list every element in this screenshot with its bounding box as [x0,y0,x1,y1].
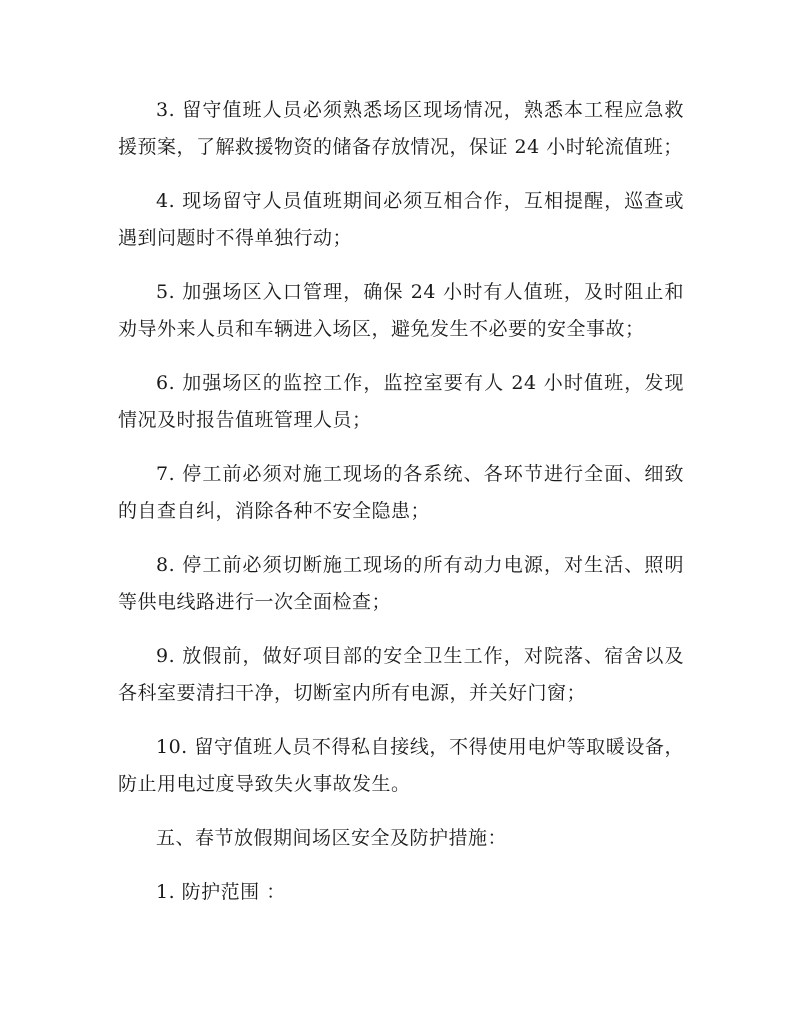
section-heading: 五、春节放假期间场区安全及防护措施： [156,827,508,849]
rule-item-10: 10. 留守值班人员不得私自接线，不得使用电炉等取暖设备，防止用电过度导致失火事故发生。 [118,736,684,795]
rule-item-5: 5. 加强场区入口管理，确保 24 小时有人值班，及时阻止和劝导外来人员和车辆进入场区，避免发生不必要的安全事故； [118,281,684,340]
rule-item-7: 7. 停工前必须对施工现场的各系统、各环节进行全面、细致的自查自纠，消除各种不安全隐患； [118,463,684,522]
document-page [118,92,684,928]
rule-item-8: 8. 停工前必须切断施工现场的所有动力电源，对生活、照明等供电线路进行一次全面检查； [118,554,684,613]
rule-item-4: 4. 现场留守人员值班期间必须互相合作，互相提醒，巡查或遇到问题时不得单独行动； [118,190,684,249]
rule-item-6: 6. 加强场区的监控工作，监控室要有人 24 小时值班，发现情况及时报告值班管理人员； [118,372,684,431]
sub-item-protection-scope: 1. 防护范围 ： [156,881,286,903]
rule-item-9: 9. 放假前，做好项目部的安全卫生工作，对院落、宿舍以及各科室要清扫干净，切断室内所有电源，并关好门窗； [118,645,684,704]
rule-item-3: 3. 留守值班人员必须熟悉场区现场情况，熟悉本工程应急救援预案，了解救援物资的储备存放情况，保证 24 小时轮流值班； [118,99,684,158]
